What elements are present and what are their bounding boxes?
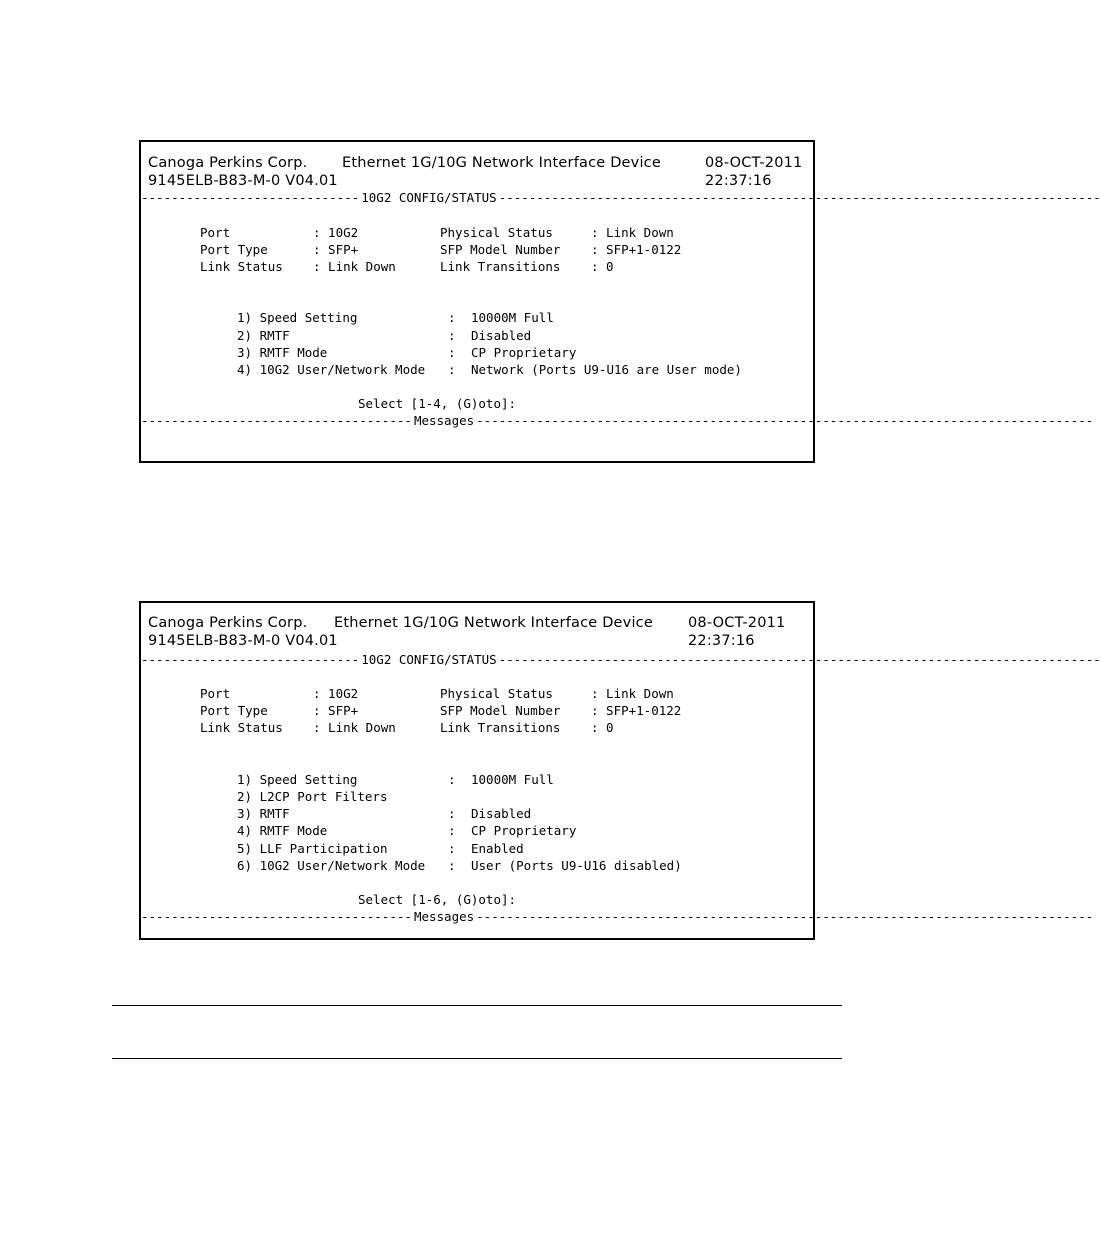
sfp-model-value: : SFP+1-0122 (591, 703, 682, 718)
horizontal-rule (112, 1058, 842, 1059)
model-version: 9145ELB-B83-M-0 V04.01 (148, 633, 338, 649)
link-status-value: : Link Down (313, 259, 396, 274)
terminal-screen-1 (139, 140, 1101, 463)
menu-item-value: 10000M Full (471, 772, 554, 787)
menu-item-value: Network (Ports U9-U16 are User mode) (471, 362, 742, 377)
sfp-model-label: SFP Model Number (440, 703, 561, 718)
menu-item-separator: : (448, 772, 456, 787)
port-value: : 10G2 (313, 686, 359, 701)
menu-item-label[interactable]: 6) 10G2 User/Network Mode (237, 858, 426, 873)
sfp-model-label: SFP Model Number (440, 242, 561, 257)
menu-item-label[interactable]: 5) LLF Participation (237, 841, 388, 856)
physical-status-label: Physical Status (440, 225, 553, 240)
menu-item-separator: : (448, 345, 456, 360)
menu-item-label[interactable]: 2) RMTF (237, 328, 290, 343)
link-status-label: Link Status (200, 259, 283, 274)
messages-label: Messages (413, 413, 475, 428)
menu-item-value: User (Ports U9-U16 disabled) (471, 858, 682, 873)
menu-item-separator: : (448, 310, 456, 325)
select-prompt[interactable]: Select [1-6, (G)oto]: (358, 892, 517, 907)
menu-item-separator: : (448, 823, 456, 838)
device-name: Ethernet 1G/10G Network Interface Device (334, 615, 653, 631)
messages-divider: ------------------------------------ Messages ---------------------------------------------------------------------------------- (141, 413, 1094, 428)
link-transitions-value: : 0 (591, 720, 614, 735)
horizontal-rule (112, 1005, 842, 1006)
select-prompt[interactable]: Select [1-4, (G)oto]: (358, 396, 517, 411)
menu-item-separator: : (448, 806, 456, 821)
menu-item-separator: : (448, 328, 456, 343)
time: 22:37:16 (705, 173, 772, 189)
menu-item-label[interactable]: 4) RMTF Mode (237, 823, 328, 838)
section-title-divider: ----------------------------- 10G2 CONFIG/STATUS -------------------------------------------------------------------------------- (141, 652, 1101, 667)
date: 08-OCT-2011 (688, 615, 786, 631)
menu-item-value: CP Proprietary (471, 823, 577, 838)
physical-status-value: : Link Down (591, 686, 674, 701)
terminal-screen-2 (139, 601, 1101, 940)
link-transitions-value: : 0 (591, 259, 614, 274)
port-label: Port (200, 225, 231, 240)
menu-item-value: Enabled (471, 841, 524, 856)
physical-status-label: Physical Status (440, 686, 553, 701)
menu-item-label[interactable]: 4) 10G2 User/Network Mode (237, 362, 426, 377)
company-name: Canoga Perkins Corp. (148, 615, 308, 631)
menu-item-separator: : (448, 362, 456, 377)
device-name: Ethernet 1G/10G Network Interface Device (342, 155, 661, 171)
company-name: Canoga Perkins Corp. (148, 155, 308, 171)
menu-item-value: CP Proprietary (471, 345, 577, 360)
port-type-label: Port Type (200, 242, 268, 257)
physical-status-value: : Link Down (591, 225, 674, 240)
port-value: : 10G2 (313, 225, 359, 240)
menu-item-value: Disabled (471, 328, 532, 343)
link-transitions-label: Link Transitions (440, 259, 561, 274)
sfp-model-value: : SFP+1-0122 (591, 242, 682, 257)
menu-item-label[interactable]: 3) RMTF Mode (237, 345, 328, 360)
menu-item-separator: : (448, 858, 456, 873)
port-label: Port (200, 686, 231, 701)
link-transitions-label: Link Transitions (440, 720, 561, 735)
port-type-label: Port Type (200, 703, 268, 718)
messages-divider: ------------------------------------ Messages ---------------------------------------------------------------------------------- (141, 909, 1094, 924)
section-title-divider: ----------------------------- 10G2 CONFIG/STATUS -------------------------------------------------------------------------------- (141, 190, 1101, 205)
menu-item-value: Disabled (471, 806, 532, 821)
menu-item-label[interactable]: 3) RMTF (237, 806, 290, 821)
menu-item-label[interactable]: 2) L2CP Port Filters (237, 789, 388, 804)
section-title: 10G2 CONFIG/STATUS (361, 190, 497, 205)
menu-item-label[interactable]: 1) Speed Setting (237, 772, 358, 787)
menu-item-separator: : (448, 841, 456, 856)
messages-label: Messages (413, 909, 475, 924)
port-type-value: : SFP+ (313, 703, 359, 718)
time: 22:37:16 (688, 633, 755, 649)
link-status-value: : Link Down (313, 720, 396, 735)
port-type-value: : SFP+ (313, 242, 359, 257)
model-version: 9145ELB-B83-M-0 V04.01 (148, 173, 338, 189)
menu-item-value: 10000M Full (471, 310, 554, 325)
link-status-label: Link Status (200, 720, 283, 735)
section-title: 10G2 CONFIG/STATUS (361, 652, 497, 667)
menu-item-label[interactable]: 1) Speed Setting (237, 310, 358, 325)
date: 08-OCT-2011 (705, 155, 803, 171)
